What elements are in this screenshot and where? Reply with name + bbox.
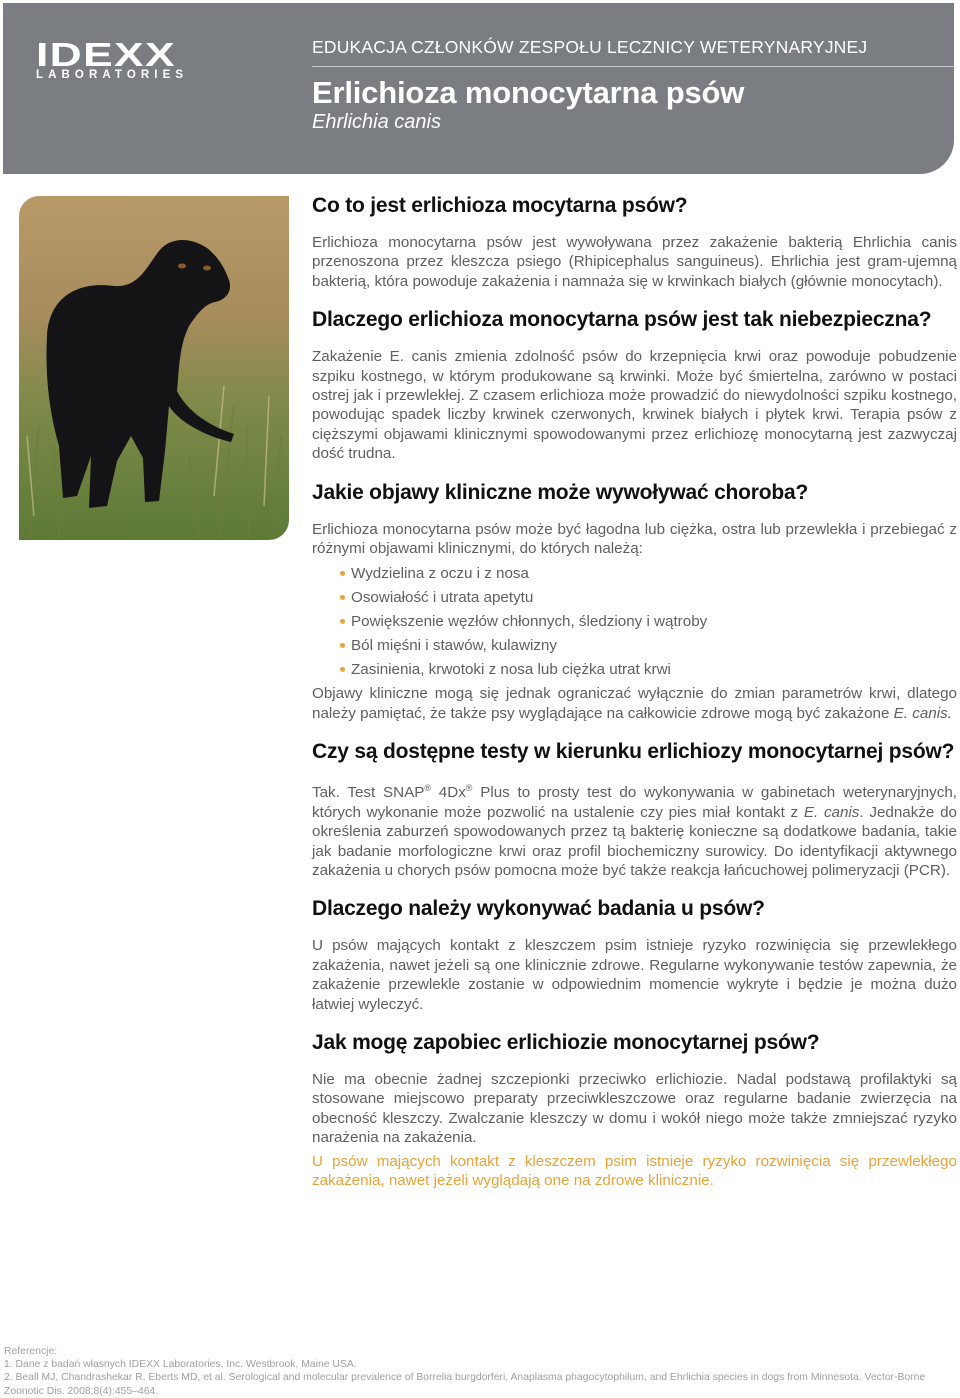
section-heading-symptoms: Jakie objawy kliniczne może wywoływać choroba? [312,480,809,504]
list-item: Zasinienia, krwotoki z nosa lub ciężka utrat krwi [312,658,957,682]
section-text-why-test: U psów mających kontakt z kleszczem psim istnieje ryzyko rozwinięcia się przewlekłego zakażenia, nawet jeżeli są one klinicznie zdrowe. Regularne wykonywanie testów zapewnia, że zakażenie przewlekle zostanie w odpowiednim momencie wykryte i będzie je można dużo łatwiej wyleczyć. [312,937,957,1013]
section-heading-danger: Dlaczego erlichioza monocytarna psów jest tak niebezpieczna? [312,308,932,332]
dog-photo [19,196,289,540]
svg-text:IDEXX: IDEXX [36,39,176,69]
idexx-logo [35,39,189,85]
main-content [312,193,957,1190]
bullet-icon [340,619,345,624]
header-banner [3,3,954,174]
bullet-icon [340,667,345,672]
references-label: Referencje: [4,1346,58,1357]
bullet-icon [340,595,345,600]
reference-item: Zoonotic Dis. 2008;8(4):455–464. [4,1385,159,1397]
section-text-what: Erlichioza monocytarna psów jest wywoływana przez zakażenie bakterią Ehrlichia canis przenoszona przez kleszcza psiego (Rhipicephalus sanguineus). Ehrlichia jest gram-ujemną bakterią, która powoduje zakażenia i namnaża się w krwinkach białych (głównie monocytach). [312,234,957,290]
section-heading-prevent: Jak mogę zapobiec erlichiozie monocytarnej psów? [312,1031,820,1054]
list-item: Osowiałość i utrata apetytu [312,586,957,610]
bullet-icon [340,571,345,576]
symptoms-outro: Objawy kliniczne mogą się jednak ograniczać wyłącznie do zmian parametrów krwi, dlatego należy pamiętać, że także psy wyglądające na całkowicie zdrowe mogą być zakażone E. canis. [312,685,957,722]
page-subtitle: Ehrlichia canis [312,111,441,133]
page-title: Erlichioza monocytarna psów [312,75,745,110]
list-item: Wydzielina z oczu i z nosa [312,562,957,586]
section-heading-why-test: Dlaczego należy wykonywać badania u psów? [312,897,765,921]
reference-item: 1. Dane z badań własnych IDEXX Laboratories, Inc. Westbrook, Maine USA. [4,1359,357,1371]
symptoms-intro: Erlichioza monocytarna psów może być łagodna lub ciężka, ostra lub przewlekła i przebiegać z różnymi objawami klinicznymi, do których należą: [312,520,957,558]
list-item: Powiększenie węzłów chłonnych, śledziony i wątroby [312,610,957,634]
references [4,1345,956,1398]
logo-subtitle: LABORATORIES [36,69,189,81]
highlight-note: U psów mających kontakt z kleszczem psim istnieje ryzyko rozwinięcia się przewlekłego zakażenia, nawet jeżeli wyglądają one na zdrowe klinicznie. [312,1152,957,1190]
bullet-icon [340,643,345,648]
idexx-logo-mark [35,39,177,69]
header-rule [312,66,954,67]
symptoms-list [312,562,957,682]
section-text-danger: Zakażenie E. canis zmienia zdolność psów do krzepnięcia krwi oraz powoduje pobudzenie szpiku kostnego, w którym produkowane są krwinki. Może być śmiertelna, zarówno w postaci ostrej jak i przewlekłej. Z czasem erlichioza może prowadzić do niewydolności szpiku kostnego, powodując spadek liczby krwinek czerwonych, krwinek białych i płytek krwi. Terapia psów z cięższymi objawami klinicznymi spowodowanymi przez erlichiozę monocytarną jest zazwyczaj dość trudna. [312,348,957,463]
list-item: Ból mięśni i stawów, kulawizny [312,634,957,658]
header-kicker: EDUKACJA CZŁONKÓW ZESPOŁU LECZNICY WETERYNARYJNEJ [312,37,868,57]
section-text-tests: Tak. Test SNAP® 4Dx® Plus to prosty test do wykonywania w gabinetach weterynaryjnych, których wykonanie może pozwolić na ustalenie czy pies miał kontakt z E. canis. Jednakże do określenia zaburzeń spowodowanych przez tą bakterię konieczne są dodatkowe badania, takie jak badanie morfologiczne krwi oraz profil biochemiczny surowicy. Do identyfikacji aktywnego zakażenia u chorych psów pomocna może być także reakcja łańcuchowej polimeryzacji (PCR). [312,783,957,879]
section-text-prevent: Nie ma obecnie żadnej szczepionki przeciwko erlichiozie. Nadal podstawą profilaktyki są stosowane miejscowo preparaty przeciwkleszczowe oraz regularne badanie zwierzęcia na obecność kleszczy. Zwalczanie kleszczy w domu i wokół niego może także zmniejszać ryzyko narażenia na zakażenia. [312,1071,957,1147]
section-heading-what: Co to jest erlichioza mocytarna psów? [312,194,688,217]
reference-item: 2. Beall MJ, Chandrashekar R, Eberts MD, et al. Serological and molecular prevalence of Borrelia burgdorferi, Anaplasma phagocytophilum, and Ehrlichia species in dogs from Minnesota. Vector-Borne [4,1372,926,1384]
section-heading-tests: Czy są dostępne testy w kierunku erlichiozy monocytarnej psów? [312,740,955,764]
